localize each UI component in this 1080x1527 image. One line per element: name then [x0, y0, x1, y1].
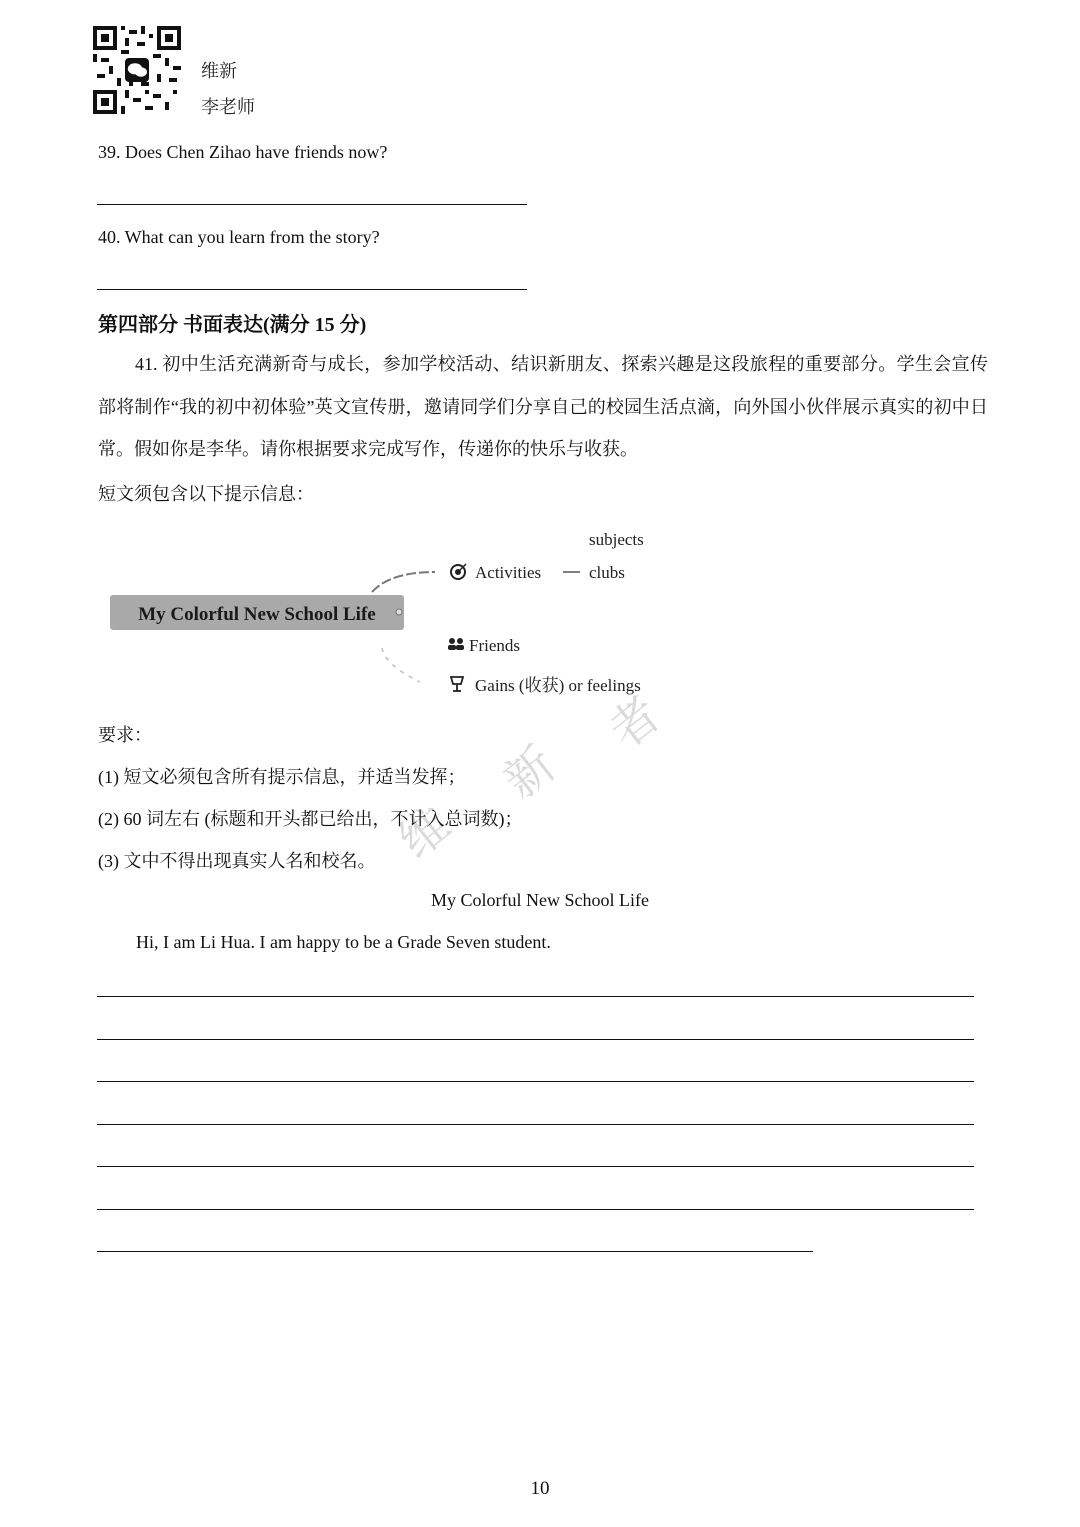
activities-label: Activities	[475, 563, 542, 582]
gains-label: Gains (收获) or feelings	[475, 676, 641, 695]
requirement-2: (2) 60 词左右 (标题和开头都已给出，不计入总词数)；	[98, 809, 523, 829]
writing-prompt: 41. 初中生活充满新奇与成长，参加学校活动、结识新朋友、探索兴趣是这段旅程的重要部分。学生会宣传部将制作“我的初中初体验”英文宣传册，邀请同学们分享自己的校园生活点滴，向外国小伙伴展示真实的初中日常。假如你是李华。请你根据要求完成写作，传递你的快乐与收获。	[98, 354, 988, 459]
writing-line-2[interactable]	[97, 1039, 974, 1040]
qr-code-icon	[93, 26, 181, 114]
people-icon	[448, 638, 464, 650]
writing-line-1[interactable]	[97, 996, 974, 997]
essay-title: My Colorful New School Life	[431, 890, 649, 910]
branch-gains	[382, 648, 420, 682]
page-number: 10	[530, 1478, 550, 1499]
answer-line-40[interactable]	[97, 289, 527, 290]
subjects-label: subjects	[589, 530, 644, 549]
watermark-char-2: 新	[493, 736, 566, 810]
writing-line-7[interactable]	[97, 1251, 813, 1252]
watermark-char-3: 者	[598, 686, 671, 760]
hint-intro: 短文须包含以下提示信息：	[98, 484, 314, 504]
question-39: 39. Does Chen Zihao have friends now?	[98, 142, 388, 162]
requirements-label: 要求：	[98, 725, 152, 745]
question-40: 40. What can you learn from the story?	[98, 227, 380, 247]
writing-line-3[interactable]	[97, 1081, 974, 1082]
requirement-1: (1) 短文必须包含所有提示信息，并适当发挥；	[98, 767, 466, 787]
trophy-icon	[451, 677, 463, 691]
teacher-name-line1: 维新	[201, 61, 237, 81]
requirement-3: (3) 文中不得出现真实人名和校名。	[98, 851, 376, 871]
writing-line-4[interactable]	[97, 1124, 974, 1125]
writing-line-6[interactable]	[97, 1209, 974, 1210]
essay-opening: Hi, I am Li Hua. I am happy to be a Grade Seven student.	[136, 932, 551, 952]
branch-activities	[372, 572, 435, 592]
center-node-label: My Colorful New School Life	[138, 604, 376, 625]
writing-line-5[interactable]	[97, 1166, 974, 1167]
friends-label: Friends	[469, 636, 520, 655]
watermark-char-1: 维	[388, 796, 461, 870]
mind-map	[100, 520, 680, 710]
section-title: 第四部分 书面表达(满分 15 分)	[98, 314, 367, 336]
clubs-label: clubs	[589, 563, 625, 582]
answer-line-39[interactable]	[97, 204, 527, 205]
teacher-name-line2: 李老师	[201, 97, 255, 117]
